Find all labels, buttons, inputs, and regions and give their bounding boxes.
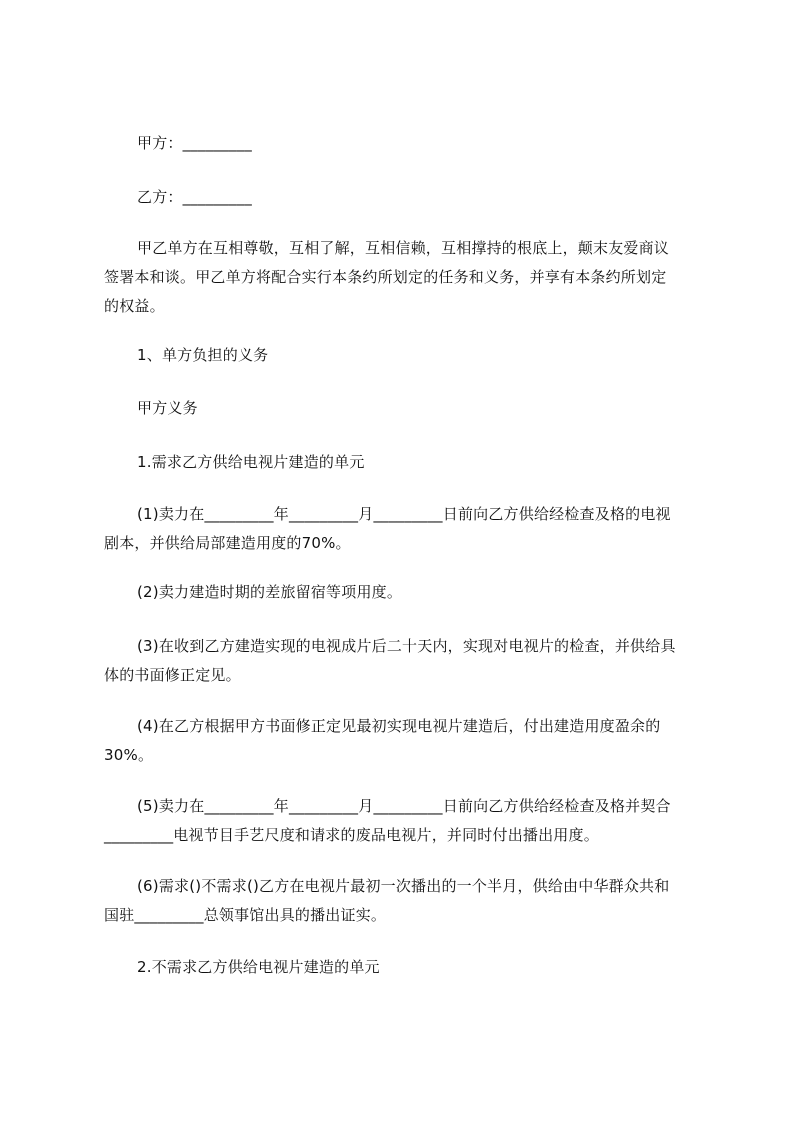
party-a-line: 甲方：_________ [137, 134, 252, 152]
preamble-line-3: 的权益。 [104, 297, 165, 315]
party-b-line: 乙方：_________ [137, 188, 252, 206]
preamble-line-1: 甲乙单方在互相尊敬，互相了解，互相信赖，互相撑持的根底上，颠末友爱商议 [137, 239, 670, 257]
clause-2-heading: 2.不需求乙方供给电视片建造的单元 [137, 958, 380, 976]
item-4-line-2: 30%。 [104, 746, 154, 764]
party-a-duties-heading: 甲方义务 [137, 399, 198, 417]
item-6-line-1: (6)需求()不需求()乙方在电视片最初一次播出的一个半月，供给由中华群众共和 [137, 877, 670, 895]
item-2-line: (2)卖力建造时期的差旅留宿等项用度。 [137, 583, 403, 601]
section-heading: 1、单方负担的义务 [137, 346, 269, 364]
item-3-line-2: 体的书面修正定见。 [104, 666, 241, 684]
clause-1-heading: 1.需求乙方供给电视片建造的单元 [137, 453, 365, 471]
item-3-line-1: (3)在收到乙方建造实现的电视成片后二十天内，实现对电视片的检查，并供给具 [137, 637, 676, 655]
preamble-line-2: 签署本和谈。甲乙单方将配合实行本条约所划定的任务和义务，并享有本条约所划定 [104, 268, 667, 286]
item-1-line-1: (1)卖力在_________年_________月_________日前向乙方供给经检查及格的电视 [137, 505, 671, 523]
item-4-line-1: (4)在乙方根据甲方书面修正定见最初实现电视片建造后，付出建造用度盈余的 [137, 717, 661, 735]
item-5-line-2: _________电视节目手艺尺度和请求的废品电视片，并同时付出播出用度。 [104, 826, 599, 844]
item-1-line-2: 剧本，并供给局部建造用度的70%。 [104, 534, 351, 552]
item-6-line-2: 国驻_________总领事馆出具的播出证实。 [104, 906, 387, 924]
item-5-line-1: (5)卖力在_________年_________月_________日前向乙方供给经检查及格并契合 [137, 797, 671, 815]
